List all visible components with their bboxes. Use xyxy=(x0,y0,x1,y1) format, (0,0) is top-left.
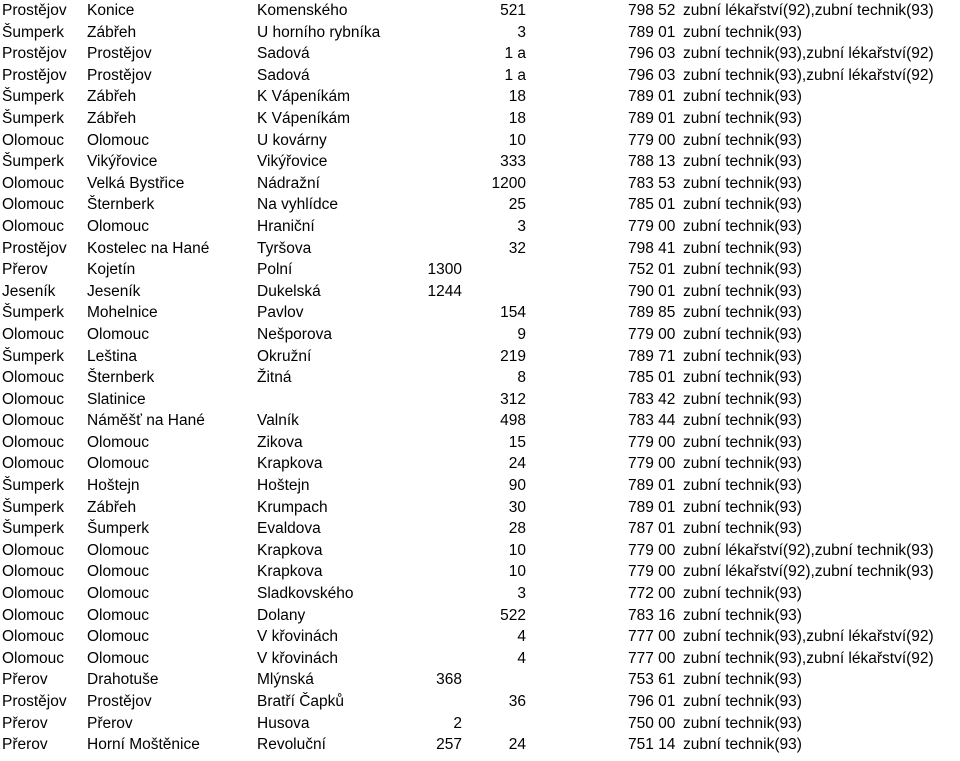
postal-code-cell: 779 00 xyxy=(628,433,676,451)
specialization-cell: zubní technik(93) xyxy=(683,131,802,149)
orientation-number-cell: 18 xyxy=(508,88,526,106)
town-cell: Leština xyxy=(87,347,137,365)
town-cell: Zábřeh xyxy=(87,498,137,516)
town-cell: Horní Moštěnice xyxy=(87,736,200,754)
orientation-number-cell: 8 xyxy=(517,369,526,387)
table-row xyxy=(0,561,960,583)
specialization-cell: zubní technik(93) xyxy=(683,23,802,41)
orientation-number-cell: 521 xyxy=(500,2,526,19)
town-cell: Olomouc xyxy=(87,541,150,559)
town-cell: Vikýřovice xyxy=(87,153,158,171)
table-row xyxy=(0,238,960,260)
street-cell: U kovárny xyxy=(257,131,327,149)
town-cell: Prostějov xyxy=(87,45,152,63)
postal-code-cell: 788 13 xyxy=(628,153,676,171)
town-cell: Olomouc xyxy=(87,649,150,667)
orientation-number-cell: 333 xyxy=(500,153,526,171)
district-cell: Olomouc xyxy=(2,390,65,408)
town-cell: Olomouc xyxy=(87,585,150,603)
orientation-number-cell: 30 xyxy=(508,498,526,516)
district-cell: Olomouc xyxy=(2,628,65,646)
district-cell: Jeseník xyxy=(2,282,56,300)
table-row xyxy=(0,691,960,713)
table-row xyxy=(0,367,960,389)
district-cell: Olomouc xyxy=(2,541,65,559)
district-cell: Olomouc xyxy=(2,649,65,667)
table-row xyxy=(0,432,960,454)
specialization-cell: zubní technik(93) xyxy=(683,433,802,451)
street-cell: V křovinách xyxy=(257,649,338,667)
table-row xyxy=(0,389,960,411)
table-row xyxy=(0,648,960,670)
postal-code-cell: 798 41 xyxy=(628,239,676,257)
table-row xyxy=(0,410,960,432)
street-cell: Na vyhlídce xyxy=(257,196,338,214)
street-cell: Krapkova xyxy=(257,455,323,473)
house-number-cell: 368 xyxy=(436,671,462,689)
specialization-cell: zubní technik(93) xyxy=(683,153,802,171)
district-cell: Olomouc xyxy=(2,196,65,214)
postal-code-cell: 783 44 xyxy=(628,412,676,430)
table-row xyxy=(0,259,960,281)
table-row xyxy=(0,734,960,756)
street-cell: Krapkova xyxy=(257,563,323,581)
district-cell: Olomouc xyxy=(2,455,65,473)
postal-code-cell: 789 01 xyxy=(628,23,676,41)
table-row xyxy=(0,302,960,324)
orientation-number-cell: 10 xyxy=(508,563,526,581)
orientation-number-cell: 3 xyxy=(517,585,526,603)
table-row xyxy=(0,583,960,605)
district-cell: Šumperk xyxy=(2,477,65,495)
table-row xyxy=(0,108,960,130)
town-cell: Prostějov xyxy=(87,66,152,84)
district-cell: Olomouc xyxy=(2,217,65,235)
district-cell: Olomouc xyxy=(2,563,65,581)
postal-code-cell: 785 01 xyxy=(628,196,676,214)
town-cell: Olomouc xyxy=(87,563,150,581)
street-cell: Dolany xyxy=(257,606,306,624)
street-cell: V křovinách xyxy=(257,628,338,646)
table-row xyxy=(0,605,960,627)
postal-code-cell: 790 01 xyxy=(628,282,676,300)
district-cell: Prostějov xyxy=(2,2,67,19)
street-cell: Vikýřovice xyxy=(257,153,328,171)
street-cell: Hraniční xyxy=(257,217,315,235)
district-cell: Šumperk xyxy=(2,347,65,365)
postal-code-cell: 779 00 xyxy=(628,131,676,149)
district-cell: Olomouc xyxy=(2,585,65,603)
district-cell: Šumperk xyxy=(2,498,65,516)
district-cell: Olomouc xyxy=(2,412,65,430)
orientation-number-cell: 522 xyxy=(500,606,526,624)
specialization-cell: zubní lékařství(92),zubní technik(93) xyxy=(683,2,934,19)
table-row xyxy=(0,22,960,44)
specialization-cell: zubní technik(93) xyxy=(683,109,802,127)
specialization-cell: zubní technik(93) xyxy=(683,412,802,430)
town-cell: Hoštejn xyxy=(87,477,140,495)
town-cell: Prostějov xyxy=(87,693,152,710)
street-cell: Dukelská xyxy=(257,282,321,300)
table-row xyxy=(0,346,960,368)
postal-code-cell: 796 01 xyxy=(628,693,676,710)
district-cell: Přerov xyxy=(2,714,48,732)
specialization-cell: zubní technik(93) xyxy=(683,239,802,257)
district-cell: Olomouc xyxy=(2,174,65,192)
orientation-number-cell: 1 a xyxy=(504,66,526,84)
district-cell: Prostějov xyxy=(2,45,67,63)
specialization-cell: zubní technik(93) xyxy=(683,347,802,365)
street-cell: Nešporova xyxy=(257,325,332,343)
specialization-cell: zubní technik(93),zubní lékařství(92) xyxy=(683,45,934,63)
postal-code-cell: 798 52 xyxy=(628,2,676,19)
house-number-cell: 2 xyxy=(453,714,462,732)
table-row xyxy=(0,65,960,87)
town-cell: Olomouc xyxy=(87,455,150,473)
specialization-cell: zubní technik(93) xyxy=(683,520,802,538)
specialization-cell: zubní technik(93) xyxy=(683,304,802,322)
town-cell: Olomouc xyxy=(87,628,150,646)
table-row xyxy=(0,0,960,22)
orientation-number-cell: 312 xyxy=(500,390,526,408)
street-cell: Polní xyxy=(257,261,293,279)
orientation-number-cell: 498 xyxy=(500,412,526,430)
town-cell: Kostelec na Hané xyxy=(87,239,210,257)
district-cell: Šumperk xyxy=(2,520,65,538)
table-row xyxy=(0,540,960,562)
orientation-number-cell: 4 xyxy=(517,628,526,646)
postal-code-cell: 789 85 xyxy=(628,304,676,322)
town-cell: Olomouc xyxy=(87,433,150,451)
orientation-number-cell: 1200 xyxy=(491,174,526,192)
postal-code-cell: 777 00 xyxy=(628,628,676,646)
table-row xyxy=(0,669,960,691)
specialization-cell: zubní technik(93) xyxy=(683,325,802,343)
orientation-number-cell: 32 xyxy=(508,239,526,257)
orientation-number-cell: 36 xyxy=(508,693,526,710)
specialization-cell: zubní technik(93) xyxy=(683,693,802,710)
street-cell: Zikova xyxy=(257,433,303,451)
orientation-number-cell: 1 a xyxy=(504,45,526,63)
orientation-number-cell: 10 xyxy=(508,541,526,559)
specialization-cell: zubní technik(93) xyxy=(683,736,802,754)
specialization-cell: zubní technik(93) xyxy=(683,671,802,689)
street-cell: Sadová xyxy=(257,45,310,63)
specialization-cell: zubní technik(93) xyxy=(683,390,802,408)
specialization-cell: zubní technik(93) xyxy=(683,261,802,279)
town-cell: Zábřeh xyxy=(87,23,137,41)
specialization-cell: zubní technik(93) xyxy=(683,369,802,387)
street-cell: Žitná xyxy=(257,369,292,387)
table-row xyxy=(0,151,960,173)
postal-code-cell: 783 16 xyxy=(628,606,676,624)
town-cell: Zábřeh xyxy=(87,109,137,127)
street-cell: Hoštejn xyxy=(257,477,310,495)
postal-code-cell: 779 00 xyxy=(628,455,676,473)
orientation-number-cell: 219 xyxy=(500,347,526,365)
orientation-number-cell: 90 xyxy=(508,477,526,495)
table-row xyxy=(0,324,960,346)
postal-code-cell: 796 03 xyxy=(628,66,676,84)
specialization-cell: zubní technik(93) xyxy=(683,282,802,300)
district-cell: Přerov xyxy=(2,736,48,754)
town-cell: Olomouc xyxy=(87,606,150,624)
postal-code-cell: 779 00 xyxy=(628,563,676,581)
specialization-cell: zubní technik(93),zubní lékařství(92) xyxy=(683,66,934,84)
street-cell: Nádražní xyxy=(257,174,320,192)
table-row xyxy=(0,43,960,65)
table-row xyxy=(0,194,960,216)
street-cell: Bratří Čapků xyxy=(257,693,345,710)
orientation-number-cell: 4 xyxy=(517,649,526,667)
town-cell: Šumperk xyxy=(87,520,150,538)
table-row xyxy=(0,626,960,648)
town-cell: Olomouc xyxy=(87,217,150,235)
street-cell: K Vápeníkám xyxy=(257,88,351,106)
table-row xyxy=(0,497,960,519)
street-cell: Okružní xyxy=(257,347,312,365)
postal-code-cell: 753 61 xyxy=(628,671,676,689)
town-cell: Drahotuše xyxy=(87,671,159,689)
specialization-cell: zubní technik(93) xyxy=(683,196,802,214)
street-cell: Krapkova xyxy=(257,541,323,559)
orientation-number-cell: 10 xyxy=(508,131,526,149)
orientation-number-cell: 24 xyxy=(508,455,526,473)
table-row xyxy=(0,86,960,108)
postal-code-cell: 783 53 xyxy=(628,174,676,192)
orientation-number-cell: 154 xyxy=(500,304,526,322)
table-row xyxy=(0,130,960,152)
postal-code-cell: 779 00 xyxy=(628,325,676,343)
district-cell: Šumperk xyxy=(2,88,65,106)
table-row xyxy=(0,173,960,195)
town-cell: Šternberk xyxy=(87,369,155,387)
postal-code-cell: 789 01 xyxy=(628,498,676,516)
specialization-cell: zubní lékařství(92),zubní technik(93) xyxy=(683,563,934,581)
specialization-cell: zubní technik(93) xyxy=(683,714,802,732)
postal-code-cell: 752 01 xyxy=(628,261,676,279)
house-number-cell: 257 xyxy=(436,736,462,754)
specialization-cell: zubní technik(93),zubní lékařství(92) xyxy=(683,649,934,667)
town-cell: Jeseník xyxy=(87,282,141,300)
specialization-cell: zubní technik(93),zubní lékařství(92) xyxy=(683,628,934,646)
orientation-number-cell: 3 xyxy=(517,217,526,235)
postal-code-cell: 772 00 xyxy=(628,585,676,603)
district-cell: Přerov xyxy=(2,261,48,279)
orientation-number-cell: 15 xyxy=(508,433,526,451)
district-cell: Olomouc xyxy=(2,606,65,624)
table-row xyxy=(0,518,960,540)
postal-code-cell: 783 42 xyxy=(628,390,676,408)
street-cell: Sladkovského xyxy=(257,585,354,603)
town-cell: Šternberk xyxy=(87,196,155,214)
district-cell: Přerov xyxy=(2,671,48,689)
town-cell: Velká Bystřice xyxy=(87,174,185,192)
district-cell: Šumperk xyxy=(2,304,65,322)
specialization-cell: zubní technik(93) xyxy=(683,477,802,495)
postal-code-cell: 796 03 xyxy=(628,45,676,63)
postal-code-cell: 751 14 xyxy=(628,736,676,754)
district-cell: Šumperk xyxy=(2,153,65,171)
district-cell: Olomouc xyxy=(2,433,65,451)
street-cell: Revoluční xyxy=(257,736,326,754)
postal-code-cell: 787 01 xyxy=(628,520,676,538)
specialization-cell: zubní lékařství(92),zubní technik(93) xyxy=(683,541,934,559)
orientation-number-cell: 3 xyxy=(517,23,526,41)
street-cell: U horního rybníka xyxy=(257,23,381,41)
street-cell: Krumpach xyxy=(257,498,328,516)
postal-code-cell: 785 01 xyxy=(628,369,676,387)
postal-code-cell: 779 00 xyxy=(628,217,676,235)
table-row xyxy=(0,475,960,497)
street-cell: Sadová xyxy=(257,66,310,84)
street-cell: Komenského xyxy=(257,2,348,19)
street-cell: Husova xyxy=(257,714,310,732)
postal-code-cell: 789 71 xyxy=(628,347,676,365)
specialization-cell: zubní technik(93) xyxy=(683,606,802,624)
town-cell: Mohelnice xyxy=(87,304,158,322)
district-cell: Olomouc xyxy=(2,369,65,387)
specialization-cell: zubní technik(93) xyxy=(683,585,802,603)
town-cell: Konice xyxy=(87,2,135,19)
specialization-cell: zubní technik(93) xyxy=(683,498,802,516)
district-cell: Prostějov xyxy=(2,239,67,257)
town-cell: Přerov xyxy=(87,714,133,732)
table-row xyxy=(0,281,960,303)
table-row xyxy=(0,453,960,475)
street-cell: Tyršova xyxy=(257,239,312,257)
street-cell: Evaldova xyxy=(257,520,321,538)
district-cell: Šumperk xyxy=(2,109,65,127)
town-cell: Náměšť na Hané xyxy=(87,412,205,430)
specialization-cell: zubní technik(93) xyxy=(683,455,802,473)
district-cell: Šumperk xyxy=(2,23,65,41)
postal-code-cell: 750 00 xyxy=(628,714,676,732)
district-cell: Prostějov xyxy=(2,693,67,710)
town-cell: Olomouc xyxy=(87,131,150,149)
street-cell: Mlýnská xyxy=(257,671,314,689)
postal-code-cell: 777 00 xyxy=(628,649,676,667)
orientation-number-cell: 9 xyxy=(517,325,526,343)
street-cell: Valník xyxy=(257,412,299,430)
table-row xyxy=(0,216,960,238)
district-cell: Olomouc xyxy=(2,325,65,343)
orientation-number-cell: 28 xyxy=(508,520,526,538)
town-cell: Slatinice xyxy=(87,390,146,408)
district-cell: Prostějov xyxy=(2,66,67,84)
town-cell: Olomouc xyxy=(87,325,150,343)
specialization-cell: zubní technik(93) xyxy=(683,88,802,106)
orientation-number-cell: 24 xyxy=(508,736,526,754)
postal-code-cell: 789 01 xyxy=(628,88,676,106)
postal-code-cell: 789 01 xyxy=(628,477,676,495)
orientation-number-cell: 25 xyxy=(508,196,526,214)
street-cell: K Vápeníkám xyxy=(257,109,351,127)
specialization-cell: zubní technik(93) xyxy=(683,217,802,235)
postal-code-cell: 789 01 xyxy=(628,109,676,127)
orientation-number-cell: 18 xyxy=(508,109,526,127)
district-cell: Olomouc xyxy=(2,131,65,149)
town-cell: Zábřeh xyxy=(87,88,137,106)
street-cell: Pavlov xyxy=(257,304,304,322)
house-number-cell: 1244 xyxy=(427,282,462,300)
town-cell: Kojetín xyxy=(87,261,136,279)
house-number-cell: 1300 xyxy=(427,261,462,279)
table-row xyxy=(0,713,960,735)
postal-code-cell: 779 00 xyxy=(628,541,676,559)
specialization-cell: zubní technik(93) xyxy=(683,174,802,192)
